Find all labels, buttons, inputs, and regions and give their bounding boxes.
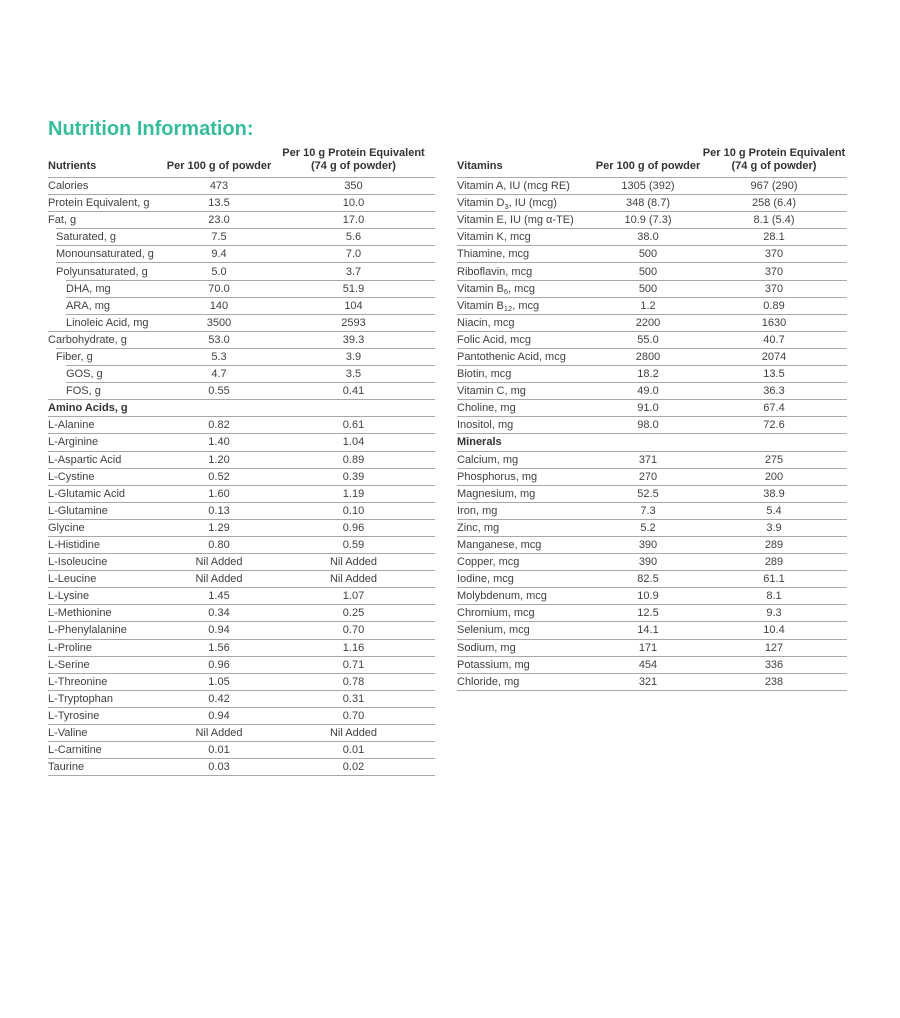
row-label: L-Tyrosine bbox=[48, 709, 100, 722]
value-per-10g-protein: 10.4 bbox=[763, 624, 785, 637]
value-per-100g: 38.0 bbox=[637, 231, 659, 244]
row-label: DHA, mg bbox=[66, 282, 111, 295]
tables-container bbox=[48, 140, 900, 776]
value-per-100g: 49.0 bbox=[637, 385, 659, 398]
value-per-100g: 500 bbox=[638, 265, 658, 278]
col-header-nutrients: Nutrients bbox=[48, 160, 97, 172]
col-header-per-10g-protein bbox=[272, 147, 435, 172]
table-row bbox=[48, 434, 435, 450]
value-per-100g: 0.55 bbox=[208, 385, 230, 398]
table-row bbox=[48, 708, 435, 724]
value-per-100g: 0.80 bbox=[208, 539, 230, 552]
row-label: Amino Acids, g bbox=[48, 402, 128, 415]
value-per-10g-protein: 370 bbox=[764, 248, 784, 261]
table-row bbox=[48, 691, 435, 707]
row-label: L-Tryptophan bbox=[48, 692, 114, 705]
table-row bbox=[457, 657, 847, 673]
row-label: Sodium, mg bbox=[457, 641, 516, 654]
table-row bbox=[457, 383, 847, 399]
table-row bbox=[457, 195, 847, 211]
row-label: L-Proline bbox=[48, 641, 93, 654]
col-header-per-100g: Per 100 g of powder bbox=[595, 159, 701, 172]
table-row bbox=[48, 332, 435, 348]
table-row bbox=[48, 195, 435, 211]
row-label: L-Threonine bbox=[48, 675, 108, 688]
value-per-10g-protein: 72.6 bbox=[763, 419, 785, 432]
row-label: Vitamin E, IU (mg α-TE) bbox=[457, 214, 574, 227]
value-per-100g: 52.5 bbox=[637, 487, 659, 500]
value-per-100g: 473 bbox=[209, 180, 229, 193]
value-per-10g-protein: 3.7 bbox=[345, 265, 362, 278]
value-per-100g: 55.0 bbox=[637, 333, 659, 346]
value-per-100g: 4.7 bbox=[211, 368, 227, 381]
row-label: L-Leucine bbox=[48, 573, 97, 586]
value-per-100g: 348 (8.7) bbox=[625, 197, 671, 210]
row-label: L-Isoleucine bbox=[48, 556, 108, 569]
row-label: L-Alanine bbox=[48, 419, 95, 432]
value-per-100g: 0.42 bbox=[208, 692, 230, 705]
value-per-100g: 140 bbox=[209, 299, 229, 312]
value-per-10g-protein: 8.1 (5.4) bbox=[753, 214, 795, 227]
row-label: GOS, g bbox=[66, 368, 103, 381]
row-label: Pantothenic Acid, mcg bbox=[457, 350, 566, 363]
row-label: Vitamin $B_6$, mcg bbox=[457, 282, 535, 297]
row-label: Iodine, mcg bbox=[457, 573, 514, 586]
row-label: Folic Acid, mcg bbox=[457, 333, 531, 346]
value-per-100g: 371 bbox=[638, 453, 658, 466]
row-label: L-Valine bbox=[48, 727, 88, 740]
value-per-100g: 0.01 bbox=[208, 744, 230, 757]
row-label: Manganese, mcg bbox=[457, 539, 542, 552]
vitamins-table-header bbox=[457, 140, 847, 177]
row-label: Inositol, mg bbox=[457, 419, 514, 432]
value-per-10g-protein: 1630 bbox=[761, 316, 787, 329]
table-row bbox=[48, 674, 435, 690]
value-per-10g-protein: 967 (290) bbox=[750, 180, 798, 193]
row-label: Calories bbox=[48, 180, 89, 193]
value-per-10g-protein: 238 bbox=[764, 675, 784, 688]
row-label: Vitamin A, IU (mcg RE) bbox=[457, 180, 570, 193]
value-per-100g: 13.5 bbox=[208, 197, 230, 210]
row-label: Saturated, g bbox=[56, 231, 116, 244]
value-per-10g-protein: 36.3 bbox=[763, 385, 785, 398]
row-label: Copper, mcg bbox=[457, 556, 520, 569]
table-row bbox=[457, 178, 847, 194]
value-per-10g-protein: 51.9 bbox=[342, 282, 365, 295]
value-per-100g: 0.94 bbox=[208, 709, 230, 722]
value-per-100g: Nil Added bbox=[195, 727, 243, 740]
row-label: Biotin, mcg bbox=[457, 368, 512, 381]
row-label: Linoleic Acid, mg bbox=[66, 316, 149, 329]
value-per-10g-protein: 370 bbox=[764, 265, 784, 278]
value-per-10g-protein: 0.61 bbox=[342, 419, 365, 432]
vitamins-table-body bbox=[457, 177, 847, 691]
table-row bbox=[48, 298, 435, 314]
value-per-100g: 390 bbox=[638, 539, 658, 552]
value-per-10g-protein: 258 (6.4) bbox=[751, 197, 797, 210]
value-per-10g-protein: 17.0 bbox=[342, 214, 365, 227]
value-per-100g: 3500 bbox=[206, 316, 232, 329]
value-per-100g: 1.20 bbox=[208, 453, 230, 466]
value-per-10g-protein: 1.04 bbox=[342, 436, 365, 449]
table-row bbox=[457, 622, 847, 638]
value-per-100g: 1.60 bbox=[208, 487, 230, 500]
row-label: Selenium, mcg bbox=[457, 624, 530, 637]
row-label: Magnesium, mg bbox=[457, 487, 536, 500]
row-label: Polyunsaturated, g bbox=[56, 265, 148, 278]
col-header-vitamins: Vitamins bbox=[457, 160, 503, 172]
col-header-per-100g: Per 100 g of powder bbox=[166, 159, 272, 172]
row-label: Niacin, mcg bbox=[457, 316, 515, 329]
value-per-100g: 7.5 bbox=[211, 231, 227, 244]
page-title: Nutrition Information: bbox=[48, 118, 254, 140]
value-per-100g: 0.13 bbox=[208, 504, 230, 517]
nutrients-table-header bbox=[48, 140, 435, 177]
value-per-100g: 0.52 bbox=[208, 470, 230, 483]
value-per-100g: 2800 bbox=[635, 350, 661, 363]
table-row bbox=[48, 537, 435, 553]
value-per-100g: 12.5 bbox=[637, 607, 659, 620]
value-per-10g-protein: 0.59 bbox=[342, 539, 365, 552]
value-per-100g: 1.2 bbox=[640, 299, 656, 312]
table-row bbox=[457, 298, 847, 314]
row-label: Chloride, mg bbox=[457, 675, 520, 688]
table-row bbox=[48, 366, 435, 382]
value-per-100g: 1.40 bbox=[208, 436, 230, 449]
row-label: Fiber, g bbox=[56, 350, 93, 363]
table-row bbox=[457, 452, 847, 468]
value-per-10g-protein: 7.0 bbox=[345, 248, 362, 261]
value-per-100g: 1305 (392) bbox=[621, 180, 675, 193]
value-per-100g: 0.94 bbox=[208, 624, 230, 637]
table-row bbox=[48, 605, 435, 621]
row-label: L-Cystine bbox=[48, 470, 95, 483]
row-label: Zinc, mg bbox=[457, 521, 500, 534]
section-header-row bbox=[457, 434, 847, 450]
value-per-100g: 1.56 bbox=[208, 641, 230, 654]
value-per-100g: 10.9 bbox=[637, 590, 659, 603]
value-per-10g-protein: 61.1 bbox=[763, 573, 785, 586]
table-row bbox=[48, 657, 435, 673]
table-row bbox=[48, 281, 435, 297]
value-per-10g-protein: 289 bbox=[764, 556, 784, 569]
value-per-100g: 9.4 bbox=[211, 248, 227, 261]
row-label: L-Serine bbox=[48, 658, 90, 671]
value-per-100g: 98.0 bbox=[637, 419, 659, 432]
value-per-10g-protein: 13.5 bbox=[763, 368, 785, 381]
row-label: FOS, g bbox=[66, 385, 101, 398]
row-label: Riboflavin, mcg bbox=[457, 265, 533, 278]
row-label: Protein Equivalent, g bbox=[48, 197, 150, 210]
value-per-10g-protein: 3.5 bbox=[345, 368, 362, 381]
value-per-100g: 91.0 bbox=[637, 402, 659, 415]
table-row bbox=[48, 212, 435, 228]
table-row bbox=[457, 503, 847, 519]
table-row bbox=[48, 588, 435, 604]
row-label: L-Aspartic Acid bbox=[48, 453, 122, 466]
row-label: Chromium, mcg bbox=[457, 607, 535, 620]
row-label: Vitamin K, mcg bbox=[457, 231, 531, 244]
table-row bbox=[48, 622, 435, 638]
table-row bbox=[457, 469, 847, 485]
value-per-100g: 5.0 bbox=[211, 265, 227, 278]
row-label: Thiamine, mcg bbox=[457, 248, 530, 261]
value-per-10g-protein: 5.6 bbox=[345, 231, 362, 244]
nutrients-table-body bbox=[48, 177, 435, 776]
vitamins-table bbox=[457, 140, 847, 691]
table-row bbox=[48, 486, 435, 502]
value-per-100g: 0.03 bbox=[208, 761, 230, 774]
col-header-per-10g-line1: Per 10 g Protein Equivalent bbox=[702, 147, 846, 159]
table-row bbox=[457, 640, 847, 656]
value-per-10g-protein: 350 bbox=[344, 180, 363, 193]
row-divider bbox=[457, 690, 847, 691]
table-row bbox=[457, 520, 847, 536]
value-per-10g-protein: 1.16 bbox=[342, 641, 365, 654]
table-row bbox=[48, 315, 435, 331]
table-row bbox=[48, 229, 435, 245]
row-label: Phosphorus, mg bbox=[457, 470, 538, 483]
table-row bbox=[48, 417, 435, 433]
value-per-10g-protein: 127 bbox=[764, 641, 784, 654]
value-per-10g-protein: 38.9 bbox=[763, 487, 785, 500]
value-per-100g: 1.29 bbox=[208, 521, 230, 534]
row-label: ARA, mg bbox=[66, 299, 111, 312]
value-per-100g: 454 bbox=[638, 658, 658, 671]
value-per-10g-protein: 0.71 bbox=[342, 658, 365, 671]
table-row bbox=[48, 452, 435, 468]
row-label: Taurine bbox=[48, 761, 85, 774]
row-label: L-Lysine bbox=[48, 590, 90, 603]
value-per-100g: 0.34 bbox=[208, 607, 230, 620]
table-row bbox=[48, 725, 435, 741]
value-per-10g-protein: 289 bbox=[764, 539, 784, 552]
table-row bbox=[457, 605, 847, 621]
value-per-10g-protein: 9.3 bbox=[766, 607, 782, 620]
table-row bbox=[48, 640, 435, 656]
value-per-100g: 171 bbox=[638, 641, 658, 654]
value-per-100g: 2200 bbox=[635, 316, 661, 329]
value-per-100g: 10.9 (7.3) bbox=[624, 214, 672, 227]
value-per-100g: 500 bbox=[638, 248, 658, 261]
table-row bbox=[48, 571, 435, 587]
table-row bbox=[457, 537, 847, 553]
value-per-10g-protein: 8.1 bbox=[766, 590, 782, 603]
value-per-10g-protein: 2074 bbox=[761, 350, 787, 363]
row-label: Glycine bbox=[48, 521, 85, 534]
value-per-100g: 18.2 bbox=[637, 368, 659, 381]
value-per-100g: 7.3 bbox=[640, 504, 656, 517]
value-per-10g-protein: 10.0 bbox=[342, 197, 365, 210]
table-row bbox=[457, 229, 847, 245]
table-row bbox=[457, 332, 847, 348]
value-per-10g-protein: Nil Added bbox=[329, 556, 378, 569]
row-label: L-Glutamic Acid bbox=[48, 487, 126, 500]
row-label: Vitamin C, mg bbox=[457, 385, 526, 398]
row-label: Carbohydrate, g bbox=[48, 333, 127, 346]
table-row bbox=[457, 366, 847, 382]
table-row bbox=[48, 246, 435, 262]
value-per-10g-protein: 0.89 bbox=[342, 453, 365, 466]
value-per-10g-protein: 0.70 bbox=[342, 624, 365, 637]
section-header-row bbox=[48, 400, 435, 416]
table-row bbox=[48, 520, 435, 536]
col-header-per-10g-line2: (74 g of powder) bbox=[311, 159, 396, 172]
row-label: Minerals bbox=[457, 436, 502, 449]
table-row bbox=[48, 554, 435, 570]
table-row bbox=[457, 417, 847, 433]
value-per-10g-protein: 1.07 bbox=[342, 590, 365, 603]
value-per-100g: 500 bbox=[638, 282, 658, 295]
table-row bbox=[457, 486, 847, 502]
table-row bbox=[48, 503, 435, 519]
value-per-10g-protein: Nil Added bbox=[329, 727, 378, 740]
row-label: Vitamin $D_3$, IU (mcg) bbox=[457, 197, 557, 211]
table-row bbox=[457, 571, 847, 587]
value-per-10g-protein: 0.25 bbox=[342, 607, 365, 620]
value-per-10g-protein: 28.1 bbox=[763, 231, 785, 244]
col-header-per-10g-line1: Per 10 g Protein Equivalent bbox=[282, 147, 425, 159]
table-row bbox=[457, 315, 847, 331]
value-per-10g-protein: 3.9 bbox=[766, 521, 782, 534]
row-label: Iron, mg bbox=[457, 504, 498, 517]
value-per-10g-protein: 0.01 bbox=[342, 744, 365, 757]
value-per-10g-protein: 200 bbox=[764, 470, 784, 483]
value-per-10g-protein: 39.3 bbox=[342, 333, 365, 346]
value-per-100g: 5.3 bbox=[211, 350, 227, 363]
value-per-10g-protein: 5.4 bbox=[766, 504, 782, 517]
row-label: Monounsaturated, g bbox=[56, 248, 154, 261]
row-label: L-Arginine bbox=[48, 436, 99, 449]
value-per-10g-protein: 0.41 bbox=[342, 385, 365, 398]
value-per-10g-protein: 0.89 bbox=[763, 299, 785, 312]
row-label: Calcium, mg bbox=[457, 453, 519, 466]
table-row bbox=[48, 263, 435, 279]
value-per-100g: 321 bbox=[638, 675, 658, 688]
value-per-10g-protein: 40.7 bbox=[763, 333, 785, 346]
row-label: Choline, mg bbox=[457, 402, 516, 415]
value-per-100g: 70.0 bbox=[208, 282, 230, 295]
value-per-100g: 1.45 bbox=[208, 590, 230, 603]
value-per-10g-protein: 0.10 bbox=[342, 504, 365, 517]
value-per-10g-protein: 2593 bbox=[341, 316, 366, 329]
row-label: L-Methionine bbox=[48, 607, 112, 620]
table-row bbox=[457, 281, 847, 297]
table-row bbox=[48, 759, 435, 775]
col-header-per-10g-line2: (74 g of powder) bbox=[731, 159, 817, 172]
table-row bbox=[457, 400, 847, 416]
value-per-100g: 5.2 bbox=[640, 521, 656, 534]
value-per-100g: Nil Added bbox=[195, 573, 243, 586]
value-per-100g: 270 bbox=[638, 470, 658, 483]
table-row bbox=[48, 178, 435, 194]
value-per-100g: 390 bbox=[638, 556, 658, 569]
table-row bbox=[457, 246, 847, 262]
col-header-per-10g-protein bbox=[701, 147, 847, 172]
table-row bbox=[457, 554, 847, 570]
row-label: Fat, g bbox=[48, 214, 77, 227]
value-per-100g: 1.05 bbox=[208, 675, 230, 688]
row-label: Vitamin $B_{12}$, mcg bbox=[457, 299, 540, 314]
table-row bbox=[48, 742, 435, 758]
value-per-10g-protein: 0.02 bbox=[342, 761, 365, 774]
value-per-10g-protein: 336 bbox=[764, 658, 784, 671]
table-row bbox=[48, 349, 435, 365]
table-row bbox=[457, 349, 847, 365]
value-per-100g: 0.82 bbox=[208, 419, 230, 432]
value-per-10g-protein: 104 bbox=[344, 299, 363, 312]
value-per-100g: 14.1 bbox=[637, 624, 659, 637]
value-per-10g-protein: 0.78 bbox=[342, 675, 365, 688]
table-row bbox=[48, 383, 435, 399]
row-label: L-Histidine bbox=[48, 539, 100, 552]
row-label: Molybdenum, mcg bbox=[457, 590, 547, 603]
nutrition-panel bbox=[0, 118, 900, 776]
table-row bbox=[457, 263, 847, 279]
value-per-10g-protein: 3.9 bbox=[345, 350, 362, 363]
row-label: L-Glutamine bbox=[48, 504, 108, 517]
value-per-10g-protein: Nil Added bbox=[329, 573, 378, 586]
value-per-10g-protein: 370 bbox=[764, 282, 784, 295]
row-label: L-Carnitine bbox=[48, 744, 102, 757]
value-per-100g: 0.96 bbox=[208, 658, 230, 671]
value-per-10g-protein: 1.19 bbox=[342, 487, 365, 500]
table-row bbox=[48, 469, 435, 485]
value-per-10g-protein: 275 bbox=[764, 453, 784, 466]
nutrients-table bbox=[48, 140, 435, 776]
table-row bbox=[457, 674, 847, 690]
table-row bbox=[457, 212, 847, 228]
value-per-10g-protein: 0.70 bbox=[342, 709, 365, 722]
table-row bbox=[457, 588, 847, 604]
value-per-10g-protein: 0.31 bbox=[342, 692, 365, 705]
value-per-100g: 82.5 bbox=[637, 573, 659, 586]
value-per-10g-protein: 0.39 bbox=[342, 470, 365, 483]
row-label: Potassium, mg bbox=[457, 658, 530, 671]
value-per-100g: 23.0 bbox=[208, 214, 230, 227]
value-per-100g: Nil Added bbox=[195, 556, 243, 569]
row-label: L-Phenylalanine bbox=[48, 624, 127, 637]
value-per-10g-protein: 0.96 bbox=[342, 521, 365, 534]
value-per-10g-protein: 67.4 bbox=[763, 402, 785, 415]
value-per-100g: 53.0 bbox=[208, 333, 230, 346]
row-divider bbox=[48, 775, 435, 776]
